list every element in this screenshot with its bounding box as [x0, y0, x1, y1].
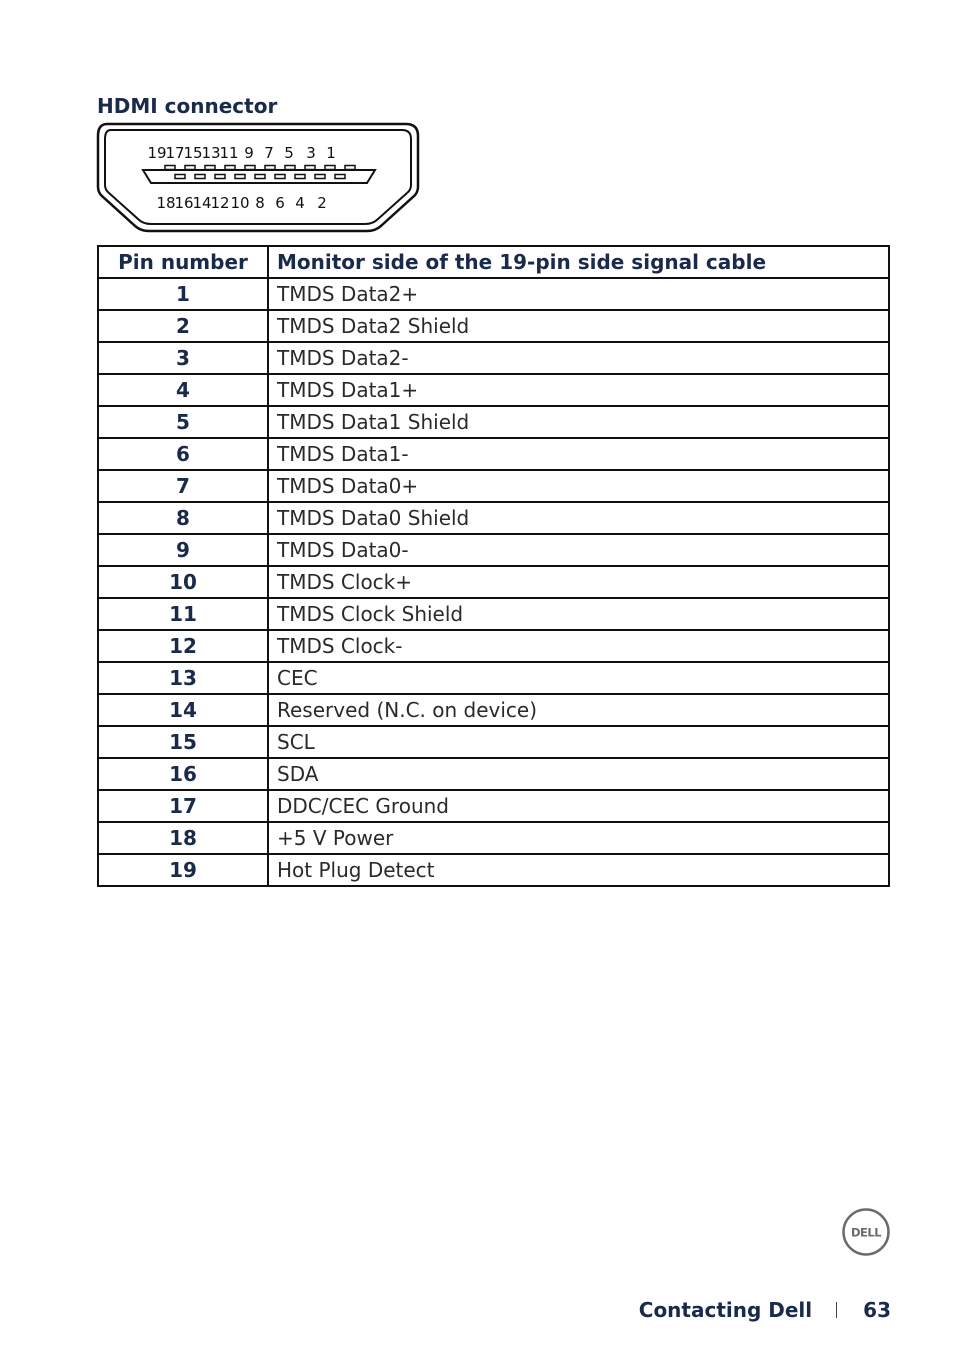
pin-number-cell: 14 [98, 694, 268, 726]
pin-carrier [143, 170, 375, 183]
connector-contact [325, 166, 335, 170]
connector-contact [285, 166, 295, 170]
connector-pin-label: 10 [230, 194, 250, 212]
table-header-row [98, 246, 889, 278]
pin-number-cell: 4 [98, 374, 268, 406]
signal-name-cell: TMDS Data0- [268, 534, 889, 566]
connector-contact [335, 175, 345, 179]
table-row [98, 598, 889, 630]
connector-contact [315, 175, 325, 179]
pin-number-cell: 2 [98, 310, 268, 342]
table-row [98, 694, 889, 726]
signal-name-cell: SDA [268, 758, 889, 790]
section-title: HDMI connector [97, 94, 278, 118]
connector-contact [235, 175, 245, 179]
connector-pin-label: 2 [317, 194, 327, 212]
pin-number-cell: 17 [98, 790, 268, 822]
signal-name-cell: TMDS Data2- [268, 342, 889, 374]
connector-contact [195, 175, 205, 179]
signal-name-cell: Hot Plug Detect [268, 854, 889, 886]
table-row [98, 502, 889, 534]
signal-name-cell: TMDS Data2+ [268, 278, 889, 310]
connector-pin-label: 18 [156, 194, 176, 212]
connector-pin-label: 19 [147, 144, 167, 162]
connector-pin-label: 6 [275, 194, 285, 212]
connector-pin-label: 8 [255, 194, 265, 212]
signal-name-cell: TMDS Data1+ [268, 374, 889, 406]
table-row [98, 854, 889, 886]
pin-number-cell: 3 [98, 342, 268, 374]
connector-contact [295, 175, 305, 179]
signal-name-cell: +5 V Power [268, 822, 889, 854]
page-footer [600, 1298, 891, 1322]
pin-number-cell: 11 [98, 598, 268, 630]
pin-number-cell: 16 [98, 758, 268, 790]
connector-contact [165, 166, 175, 170]
pin-number-cell: 18 [98, 822, 268, 854]
table-row [98, 406, 889, 438]
signal-name-cell: TMDS Clock- [268, 630, 889, 662]
table-row [98, 758, 889, 790]
table-row [98, 438, 889, 470]
signal-name-cell: TMDS Data0+ [268, 470, 889, 502]
connector-contact [205, 166, 215, 170]
signal-name-cell: TMDS Clock Shield [268, 598, 889, 630]
connector-contact [305, 166, 315, 170]
connector-pin-label: 7 [264, 144, 274, 162]
connector-contact [225, 166, 235, 170]
pin-number-cell: 13 [98, 662, 268, 694]
table-row [98, 374, 889, 406]
table-row [98, 566, 889, 598]
connector-pin-label: 16 [174, 194, 194, 212]
connector-pin-label: 14 [192, 194, 212, 212]
table-row [98, 630, 889, 662]
pin-number-cell: 10 [98, 566, 268, 598]
connector-pin-label: 15 [183, 144, 203, 162]
connector-contact [185, 166, 195, 170]
signal-name-cell: TMDS Data0 Shield [268, 502, 889, 534]
connector-contact [345, 166, 355, 170]
table-row [98, 470, 889, 502]
table-row [98, 342, 889, 374]
signal-name-cell: Reserved (N.C. on device) [268, 694, 889, 726]
connector-pin-label: 13 [201, 144, 221, 162]
table-row [98, 662, 889, 694]
pin-number-cell: 9 [98, 534, 268, 566]
connector-pin-label: 9 [244, 144, 254, 162]
connector-contact [265, 166, 275, 170]
header-pin-number: Pin number [98, 246, 268, 278]
footer-separator [836, 1302, 837, 1318]
connector-pin-label: 3 [306, 144, 316, 162]
connector-pin-label: 11 [219, 144, 239, 162]
pin-number-cell: 19 [98, 854, 268, 886]
pin-number-cell: 15 [98, 726, 268, 758]
connector-pin-label: 17 [165, 144, 185, 162]
connector-contact [245, 166, 255, 170]
connector-contact [175, 175, 185, 179]
pin-number-cell: 7 [98, 470, 268, 502]
footer-section-title: Contacting Dell [638, 1298, 813, 1322]
connector-contact [255, 175, 265, 179]
signal-name-cell: TMDS Data1 Shield [268, 406, 889, 438]
table-row [98, 534, 889, 566]
connector-pin-label: 4 [295, 194, 305, 212]
page-number: 63 [863, 1298, 891, 1322]
table-row [98, 822, 889, 854]
connector-pin-label: 1 [326, 144, 336, 162]
connector-pin-label: 12 [210, 194, 230, 212]
signal-name-cell: DDC/CEC Ground [268, 790, 889, 822]
pin-number-cell: 5 [98, 406, 268, 438]
pin-number-cell: 1 [98, 278, 268, 310]
pin-number-cell: 12 [98, 630, 268, 662]
signal-name-cell: CEC [268, 662, 889, 694]
connector-pin-label: 5 [284, 144, 294, 162]
pin-number-cell: 8 [98, 502, 268, 534]
signal-name-cell: SCL [268, 726, 889, 758]
signal-name-cell: TMDS Data2 Shield [268, 310, 889, 342]
pin-number-cell: 6 [98, 438, 268, 470]
table-row [98, 790, 889, 822]
header-signal: Monitor side of the 19-pin side signal cable [268, 246, 889, 278]
hdmi-connector-diagram [95, 121, 421, 238]
table-row [98, 726, 889, 758]
connector-contact [215, 175, 225, 179]
table-row [98, 278, 889, 310]
signal-name-cell: TMDS Clock+ [268, 566, 889, 598]
dell-logo-icon [841, 1207, 891, 1257]
table-row [98, 310, 889, 342]
dell-logo-text: DELL [850, 1225, 882, 1240]
connector-contact [275, 175, 285, 179]
hdmi-pin-table [97, 245, 890, 887]
signal-name-cell: TMDS Data1- [268, 438, 889, 470]
